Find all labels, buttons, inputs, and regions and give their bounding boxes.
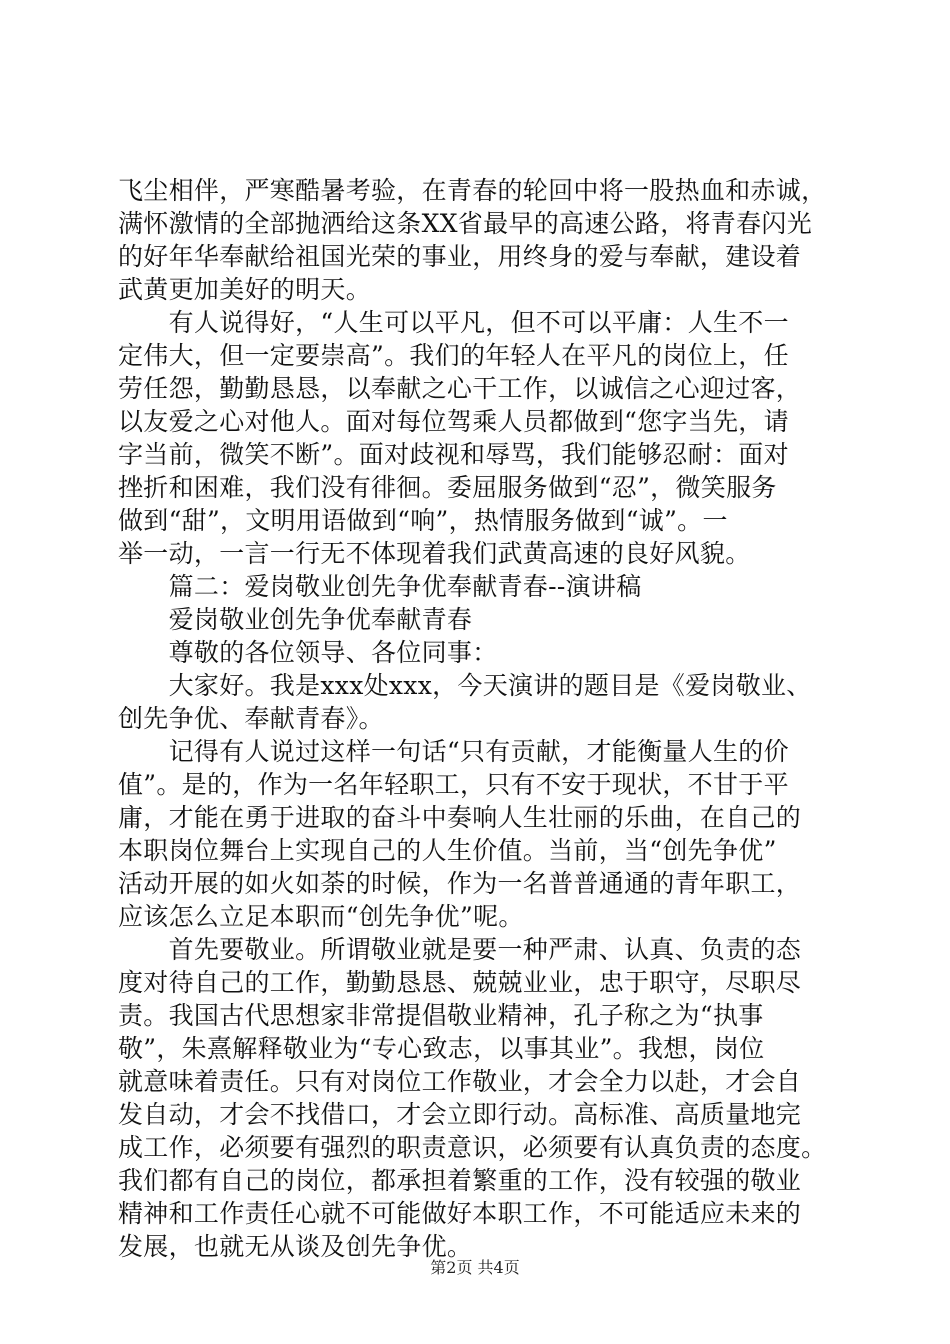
text-line: 创先争优、奉献青春》。 — [118, 704, 384, 733]
page-number-footer: 第2页 共4页 — [430, 1258, 520, 1277]
text-line: 值”。是的，作为一名年轻职工，只有不安于现状，不甘于平 — [118, 770, 789, 799]
text-line: 精神和工作责任心就不可能做好本职工作，不可能适应未来的 — [118, 1199, 802, 1228]
text-line: 敬”，朱熹解释敬业为“专心致志，以事其业”。我想，岗位 — [118, 1034, 765, 1063]
text-line: 武黄更加美好的明天。 — [118, 275, 372, 304]
speech-title: 爱岗敬业创先争优奉献青春 — [118, 605, 473, 634]
text-line: 成工作，必须要有强烈的职责意识，必须要有认真负责的态度。 — [118, 1133, 827, 1162]
text-line: 就意味着责任。只有对岗位工作敬业，才会全力以赴，才会自 — [118, 1067, 802, 1096]
text-line: 以友爱之心对他人。面对每位驾乘人员都做到“您字当先，请 — [118, 407, 789, 436]
text-line: 记得有人说过这样一句话“只有贡献，才能衡量人生的价 — [118, 737, 789, 766]
text-line: 劳任怨，勤勤恳恳，以奉献之心干工作，以诚信之心迎过客， — [118, 374, 802, 403]
text-line: 本职岗位舞台上实现自己的人生价值。当前，当“创先争优” — [118, 836, 777, 865]
text-line: 举一动，一言一行无不体现着我们武黄高速的良好风貌。 — [118, 539, 751, 568]
text-line: 度对待自己的工作，勤勤恳恳、兢兢业业，忠于职守，尽职尽 — [118, 968, 802, 997]
text-line: 责。我国古代思想家非常提倡敬业精神，孔子称之为“执事 — [118, 1001, 764, 1030]
text-line: 应该怎么立足本职而“创先争优”呢。 — [118, 902, 524, 931]
text-line: 字当前，微笑不断”。面对歧视和辱骂，我们能够忍耐：面对 — [118, 440, 789, 469]
document-body — [118, 174, 838, 1263]
text-line: 挫折和困难，我们没有徘徊。委屈服务做到“忍”，微笑服务 — [118, 473, 777, 502]
text-line: 有人说得好，“人生可以平凡，但不可以平庸：人生不一 — [118, 308, 789, 337]
text-line: 大家好。我是xxx处xxx，今天演讲的题目是《爱岗敬业、 — [118, 671, 812, 700]
text-line: 做到“甜”，文明用语做到“响”，热情服务做到“诚”。一 — [118, 506, 728, 535]
text-line: 的好年华奉献给祖国光荣的事业，用终身的爱与奉献，建设着 — [118, 242, 802, 271]
text-line: 满怀激情的全部抛洒给这条XX省最早的高速公路，将青春闪光 — [118, 209, 812, 238]
text-line: 我们都有自己的岗位，都承担着繁重的工作，没有较强的敬业 — [118, 1166, 802, 1195]
text-line: 发展，也就无从谈及创先争优。 — [118, 1232, 473, 1261]
text-line: 飞尘相伴，严寒酷暑考验，在青春的轮回中将一股热血和赤诚， — [118, 176, 827, 205]
text-line: 发自动，才会不找借口，才会立即行动。高标准、高质量地完 — [118, 1100, 802, 1129]
salutation: 尊敬的各位领导、各位同事： — [118, 638, 498, 667]
text-line: 活动开展的如火如荼的时候，作为一名普普通通的青年职工， — [118, 869, 802, 898]
text-line: 庸，才能在勇于进取的奋斗中奏响人生壮丽的乐曲，在自己的 — [118, 803, 802, 832]
text-line: 首先要敬业。所谓敬业就是要一种严肃、认真、负责的态 — [118, 935, 802, 964]
text-line: 定伟大，但一定要崇高”。我们的年轻人在平凡的岗位上，任 — [118, 341, 789, 370]
section-heading: 篇二：爱岗敬业创先争优奉献青春--演讲稿 — [118, 572, 642, 601]
